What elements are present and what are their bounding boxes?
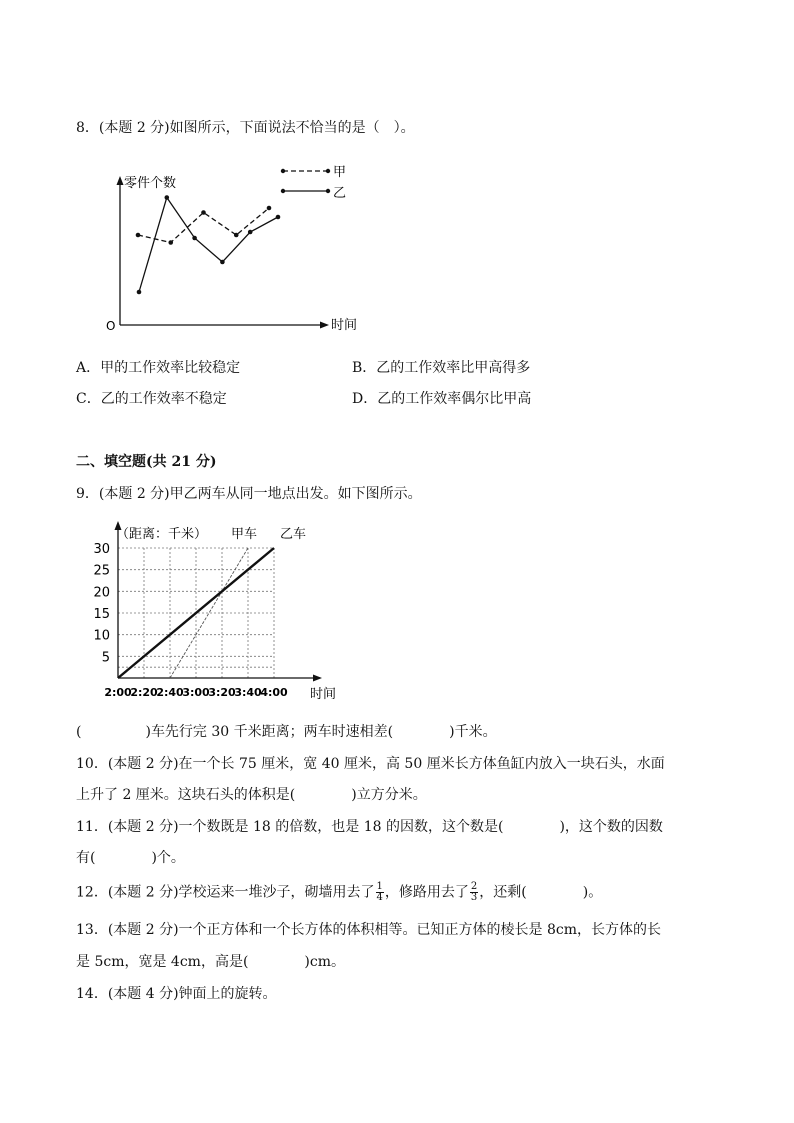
q12-frac2-num: 2	[470, 881, 478, 892]
q9-xtick-5: 3:40	[234, 686, 262, 699]
q9-xtick-0: 2:00	[104, 686, 132, 699]
q8-legend-jia: 甲	[333, 165, 347, 180]
q9-answer-part1: 车先行完 30 千米距离；两车时速相差(	[150, 724, 394, 740]
q8-option-d: D．乙的工作效率偶尔比甲高	[352, 391, 532, 407]
q8-xlabel: 时间	[331, 318, 358, 333]
q9-ytick-20: 20	[93, 585, 110, 601]
q8-origin: O	[106, 319, 116, 333]
q9-ytick-25: 25	[93, 563, 110, 579]
q9-ytick-5: 5	[101, 650, 110, 666]
q13-line1: 13．(本题 2 分)一个正方体和一个长方体的体积相等。已知正方体的棱长是 8cm，长方体的长	[76, 922, 662, 938]
q8-legend-yi-dot-a	[281, 189, 285, 193]
q12-part4: )。	[582, 884, 603, 901]
q13-line2a: 是 5cm，宽是 4cm，高是(	[76, 954, 249, 970]
q10-line2b: )立方分米。	[351, 787, 427, 803]
q12-frac1-den: 4	[376, 892, 383, 903]
q8-stem: 8．(本题 2 分)如图所示，下面说法不恰当的是（ ）。	[76, 120, 415, 136]
q8-point-yi-4	[248, 230, 253, 235]
q10-line2	[76, 785, 427, 805]
q8-legend-yi-dot-b	[326, 189, 330, 193]
q8-option-a: A．甲的工作效率比较稳定	[76, 360, 241, 376]
q9-answer-part2: )千米。	[449, 724, 497, 740]
q13-line2	[76, 952, 345, 972]
q12-part3: ，还剩(	[479, 884, 527, 901]
q9-chart	[88, 518, 358, 706]
q9-answer: ( )车先行完 30 千米距离；两车时速相差( )千米。	[76, 724, 497, 740]
q8-point-jia-1	[168, 240, 173, 245]
q9-ytick-15: 15	[93, 607, 110, 622]
q11-line2a: 有(	[76, 850, 96, 866]
q10-line2a: 上升了 2 厘米。这块石头的体积是(	[76, 787, 296, 803]
q9-series-jia-line	[170, 548, 248, 678]
q12-frac2-den: 3	[470, 892, 478, 903]
q12-fraction-1	[376, 882, 384, 903]
q12-frac1-num: 1	[376, 881, 383, 892]
q9-ytick-30: 30	[93, 542, 110, 557]
q9-ylabel: （距离：千米）	[116, 527, 208, 542]
q9-xtick-4: 3:20	[208, 686, 236, 699]
q9-stem: 9．(本题 2 分)甲乙两车从同一地点出发。如下图所示。	[76, 486, 422, 502]
q9-legend-yi: 乙车	[280, 527, 307, 542]
q8-ylabel: 零件个数	[124, 176, 177, 191]
q8-legend-yi: 乙	[333, 186, 347, 201]
q8-point-jia-0	[136, 233, 141, 238]
q8-point-yi-5	[276, 215, 281, 220]
q14-stem: 14．(本题 4 分)钟面上的旋转。	[76, 986, 277, 1002]
q9-legend-jia: 甲车	[231, 527, 258, 542]
q8-point-jia-4	[267, 206, 272, 211]
q10-line1: 10．(本题 2 分)在一个长 75 厘米，宽 40 厘米，高 50 厘米长方体鱼缸内放入一块石头，水面	[76, 756, 665, 772]
q8-option-c: C．乙的工作效率不稳定	[76, 391, 227, 407]
q11-line1	[76, 817, 663, 837]
q9-x-arrow	[313, 675, 322, 682]
q8-y-arrow	[117, 176, 124, 185]
q8-point-yi-1	[165, 195, 170, 200]
section2-title: 二、填空题(共 21 分)	[76, 454, 217, 470]
q9-xlabel: 时间	[310, 687, 337, 702]
q9-ytick-10: 10	[93, 628, 110, 644]
q9-xtick-1: 2:20	[130, 686, 158, 699]
q12-part2: ，修路用去了	[384, 884, 469, 901]
q8-point-yi-3	[220, 260, 225, 265]
q13-line2b: )cm。	[304, 954, 345, 970]
q11-line1a: 11．(本题 2 分)一个数既是 18 的倍数，也是 18 的因数，这个数是(	[76, 819, 504, 835]
q8-chart	[100, 158, 370, 338]
q8-point-jia-3	[234, 233, 239, 238]
q12-part1: 12．(本题 2 分)学校运来一堆沙子，砌墙用去了	[76, 884, 375, 901]
q8-point-jia-2	[201, 210, 206, 215]
q8-legend-jia-dot-a	[281, 169, 285, 173]
q11-line1b: )，这个数的因数	[559, 819, 663, 835]
q8-legend-jia-dot-b	[326, 169, 330, 173]
q11-line2	[76, 848, 185, 868]
q8-point-yi-0	[137, 290, 142, 295]
q8-point-yi-2	[192, 236, 197, 241]
q9-xtick-2: 2:40	[156, 686, 184, 699]
q8-series-yi-line	[139, 198, 278, 293]
q9-xtick-3: 3:00	[182, 686, 210, 699]
q12-fraction-2	[470, 882, 478, 903]
q12-line	[76, 882, 602, 903]
q8-x-arrow	[320, 322, 329, 329]
q9-xtick-6: 4:00	[260, 686, 288, 699]
q8-option-b: B．乙的工作效率比甲高得多	[352, 360, 531, 376]
q11-line2b: )个。	[151, 850, 185, 866]
